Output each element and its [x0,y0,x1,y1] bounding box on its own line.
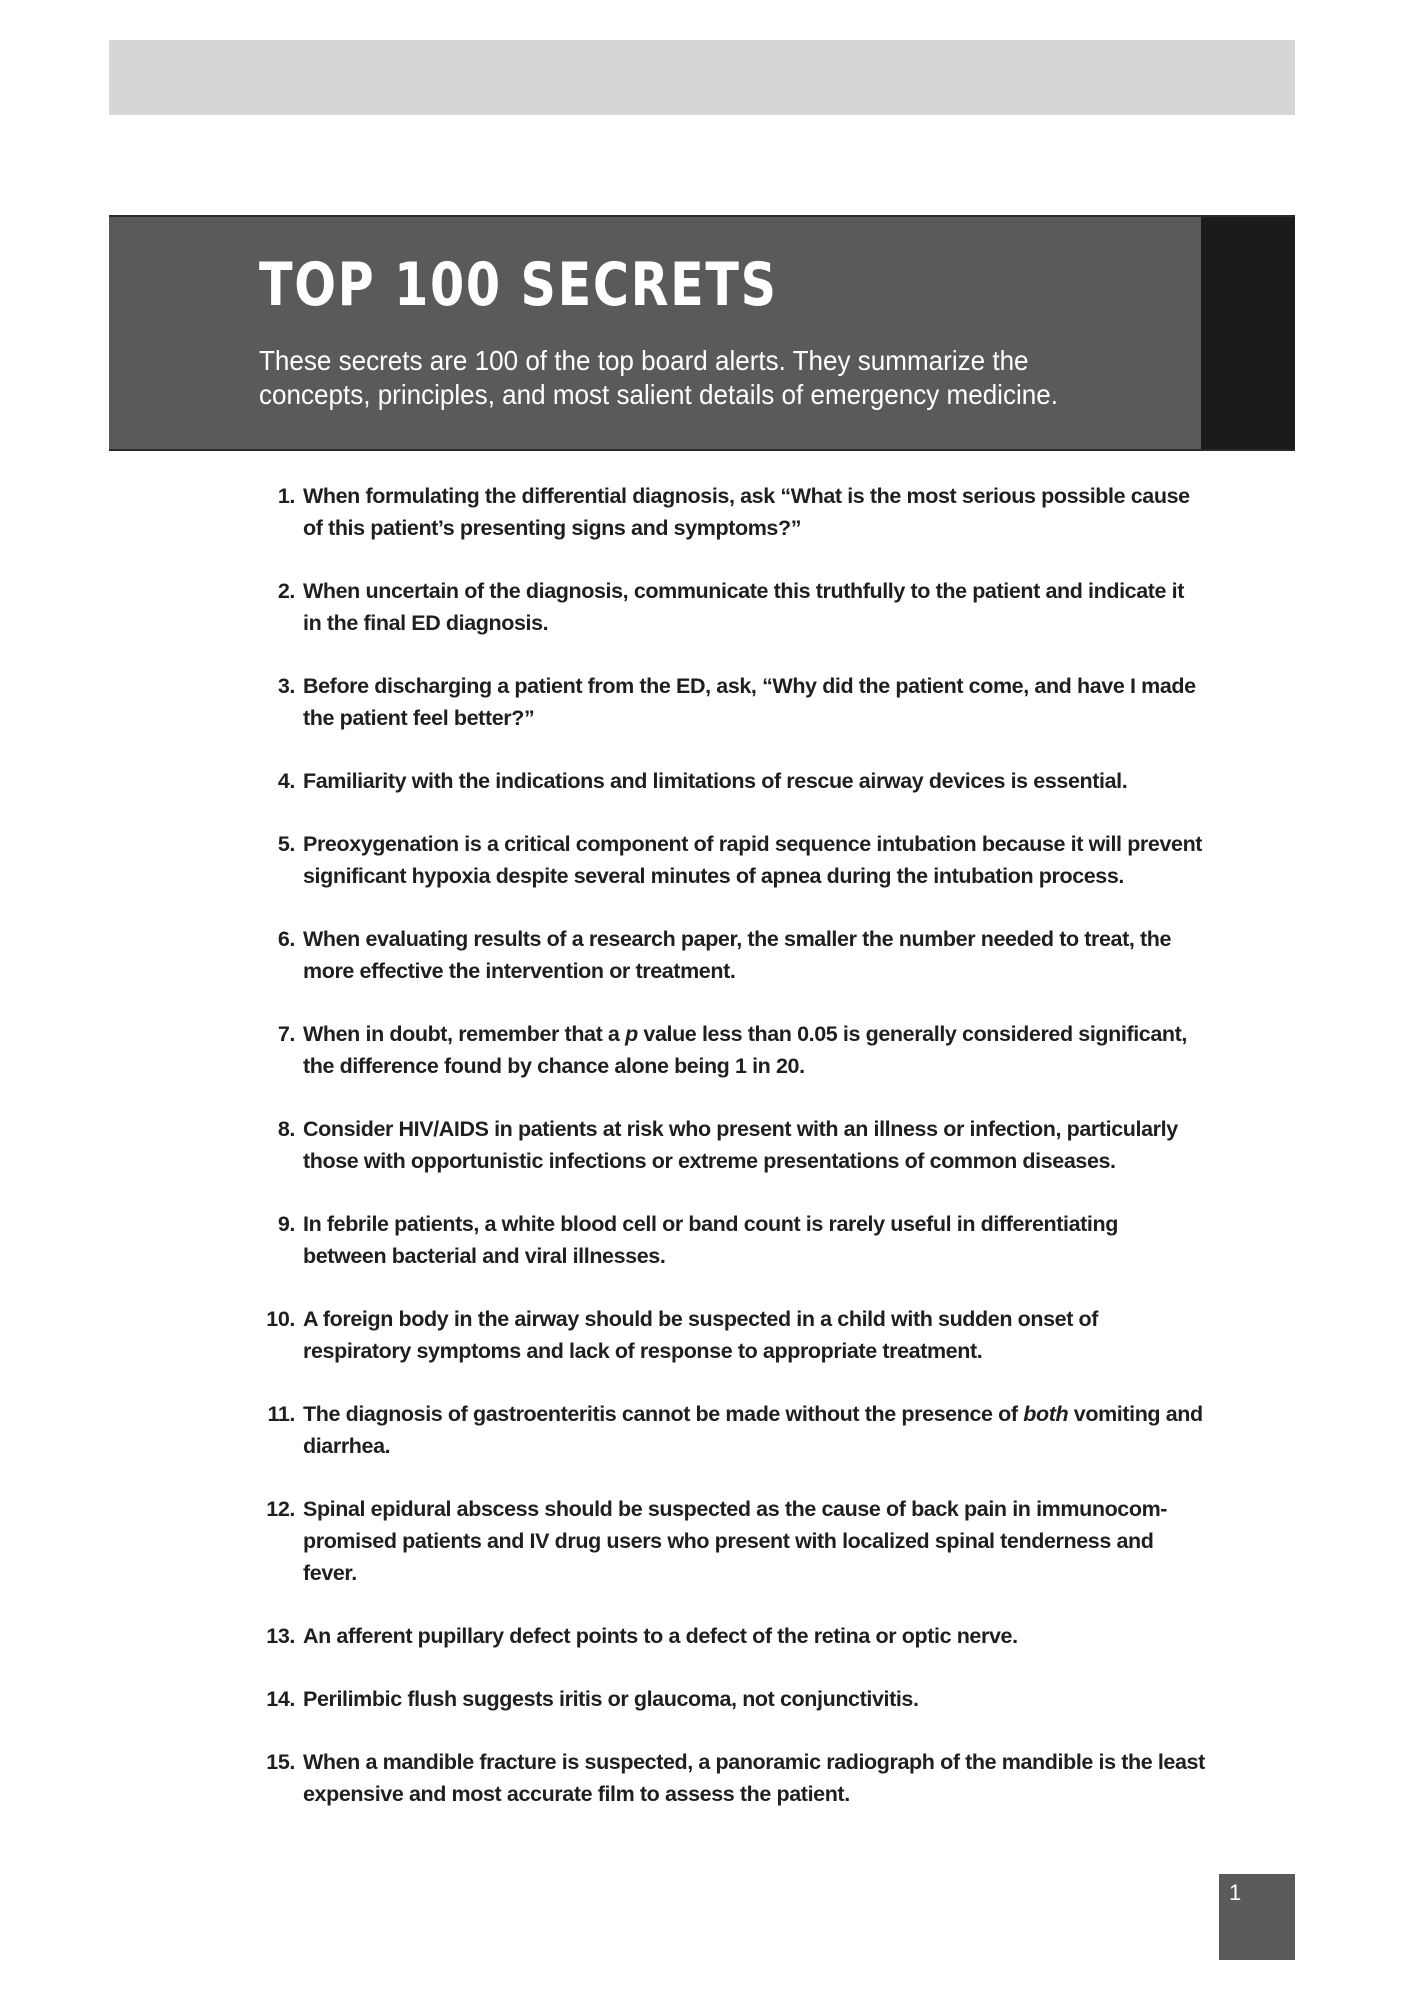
secret-number: 2. [277,579,295,603]
secret-item [255,480,1205,544]
secret-item [255,1018,1205,1082]
page-number-box [1219,1874,1295,1960]
secret-item [255,575,1205,639]
secret-number: 9. [277,1212,295,1236]
secret-number: 7. [277,1022,295,1046]
secret-text: In febrile patients, a white blood cell or band count is rarely useful in differentiating between bacterial and viral illnesses. [303,1212,1118,1268]
secret-text: Perilimbic flush suggests iritis or glaucoma, not conjunctivitis. [303,1687,919,1711]
secret-text-part: When in doubt, remember that a [303,1022,626,1046]
secret-number: 15. [266,1750,295,1774]
secret-text: An afferent pupillary defect points to a defect of the retina or optic nerve. [303,1624,1018,1648]
secret-text-emphasis: p [625,1022,638,1046]
secret-text: A foreign body in the airway should be suspected in a child with sudden onset of respiratory symptoms and lack of response to appropriate treatment. [303,1307,1099,1363]
page-title: TOP 100 SECRETS [259,250,778,320]
secret-item [255,828,1205,892]
secret-text: Preoxygenation is a critical component of rapid sequence intubation because it will prevent significant hypoxia despite several minutes of apnea during the intubation process. [303,832,1203,888]
secret-number: 5. [277,832,295,856]
secret-number: 6. [277,927,295,951]
secret-item [255,1303,1205,1367]
secret-text [303,1402,1203,1458]
secret-item [255,1398,1205,1462]
secret-text: Spinal epidural abscess should be suspected as the cause of back pain in immunocom-promised patients and IV drug users who present with localized spinal tenderness and fever. [303,1497,1168,1585]
secret-item [255,1113,1205,1177]
secret-text-part: The diagnosis of gastroenteritis cannot be made without the presence of [303,1402,1024,1426]
secret-item [255,1683,1205,1715]
header-dark-block [1201,217,1295,449]
secret-text: Familiarity with the indications and limitations of rescue airway devices is essential. [303,769,1128,793]
top-gray-bar [109,40,1295,115]
secret-text: When a mandible fracture is suspected, a panoramic radiograph of the mandible is the least expensive and most accurate film to assess the patient. [303,1750,1205,1806]
secret-number: 12. [266,1497,295,1521]
secret-text-emphasis: both [1023,1402,1069,1426]
secret-item [255,923,1205,987]
secret-item [255,765,1205,797]
secrets-list [255,480,1205,1841]
secret-number: 10. [266,1307,295,1331]
secret-number: 8. [277,1117,295,1141]
secret-text-part: value less than 0.05 is generally considered significant, the difference found by chance alone being 1 in 20. [303,1022,1187,1078]
secret-number: 14. [266,1687,295,1711]
secret-text: When evaluating results of a research paper, the smaller the number needed to treat, the more effective the intervention or treatment. [303,927,1172,983]
secret-number: 3. [277,674,295,698]
secret-number: 1. [277,484,295,508]
header-banner [109,215,1295,451]
secret-text: When formulating the differential diagnosis, ask “What is the most serious possible cause of this patient’s presenting signs and symptoms?” [303,484,1190,540]
secret-item [255,670,1205,734]
secret-item [255,1208,1205,1272]
secret-text: Consider HIV/AIDS in patients at risk who present with an illness or infection, particularly those with opportunistic infections or extreme presentations of common diseases. [303,1117,1178,1173]
secret-text [303,1022,1187,1078]
secret-item [255,1493,1205,1589]
secret-number: 13. [266,1624,295,1648]
secret-number: 11. [267,1402,295,1426]
secret-text: Before discharging a patient from the ED, ask, “Why did the patient come, and have I made the patient feel better?” [303,674,1196,730]
secret-text: When uncertain of the diagnosis, communicate this truthfully to the patient and indicate it in the final ED diagnosis. [303,579,1184,635]
secret-text-part: vomiting and diarrhea. [303,1402,1203,1458]
secret-item [255,1620,1205,1652]
secret-number: 4. [277,769,295,793]
secret-item [255,1746,1205,1810]
page-subtitle: These secrets are 100 of the top board alerts. They summarize the concepts, principles, and most salient details of emergency medicine. [259,345,1058,410]
page-number: 1 [1229,1880,1242,1905]
